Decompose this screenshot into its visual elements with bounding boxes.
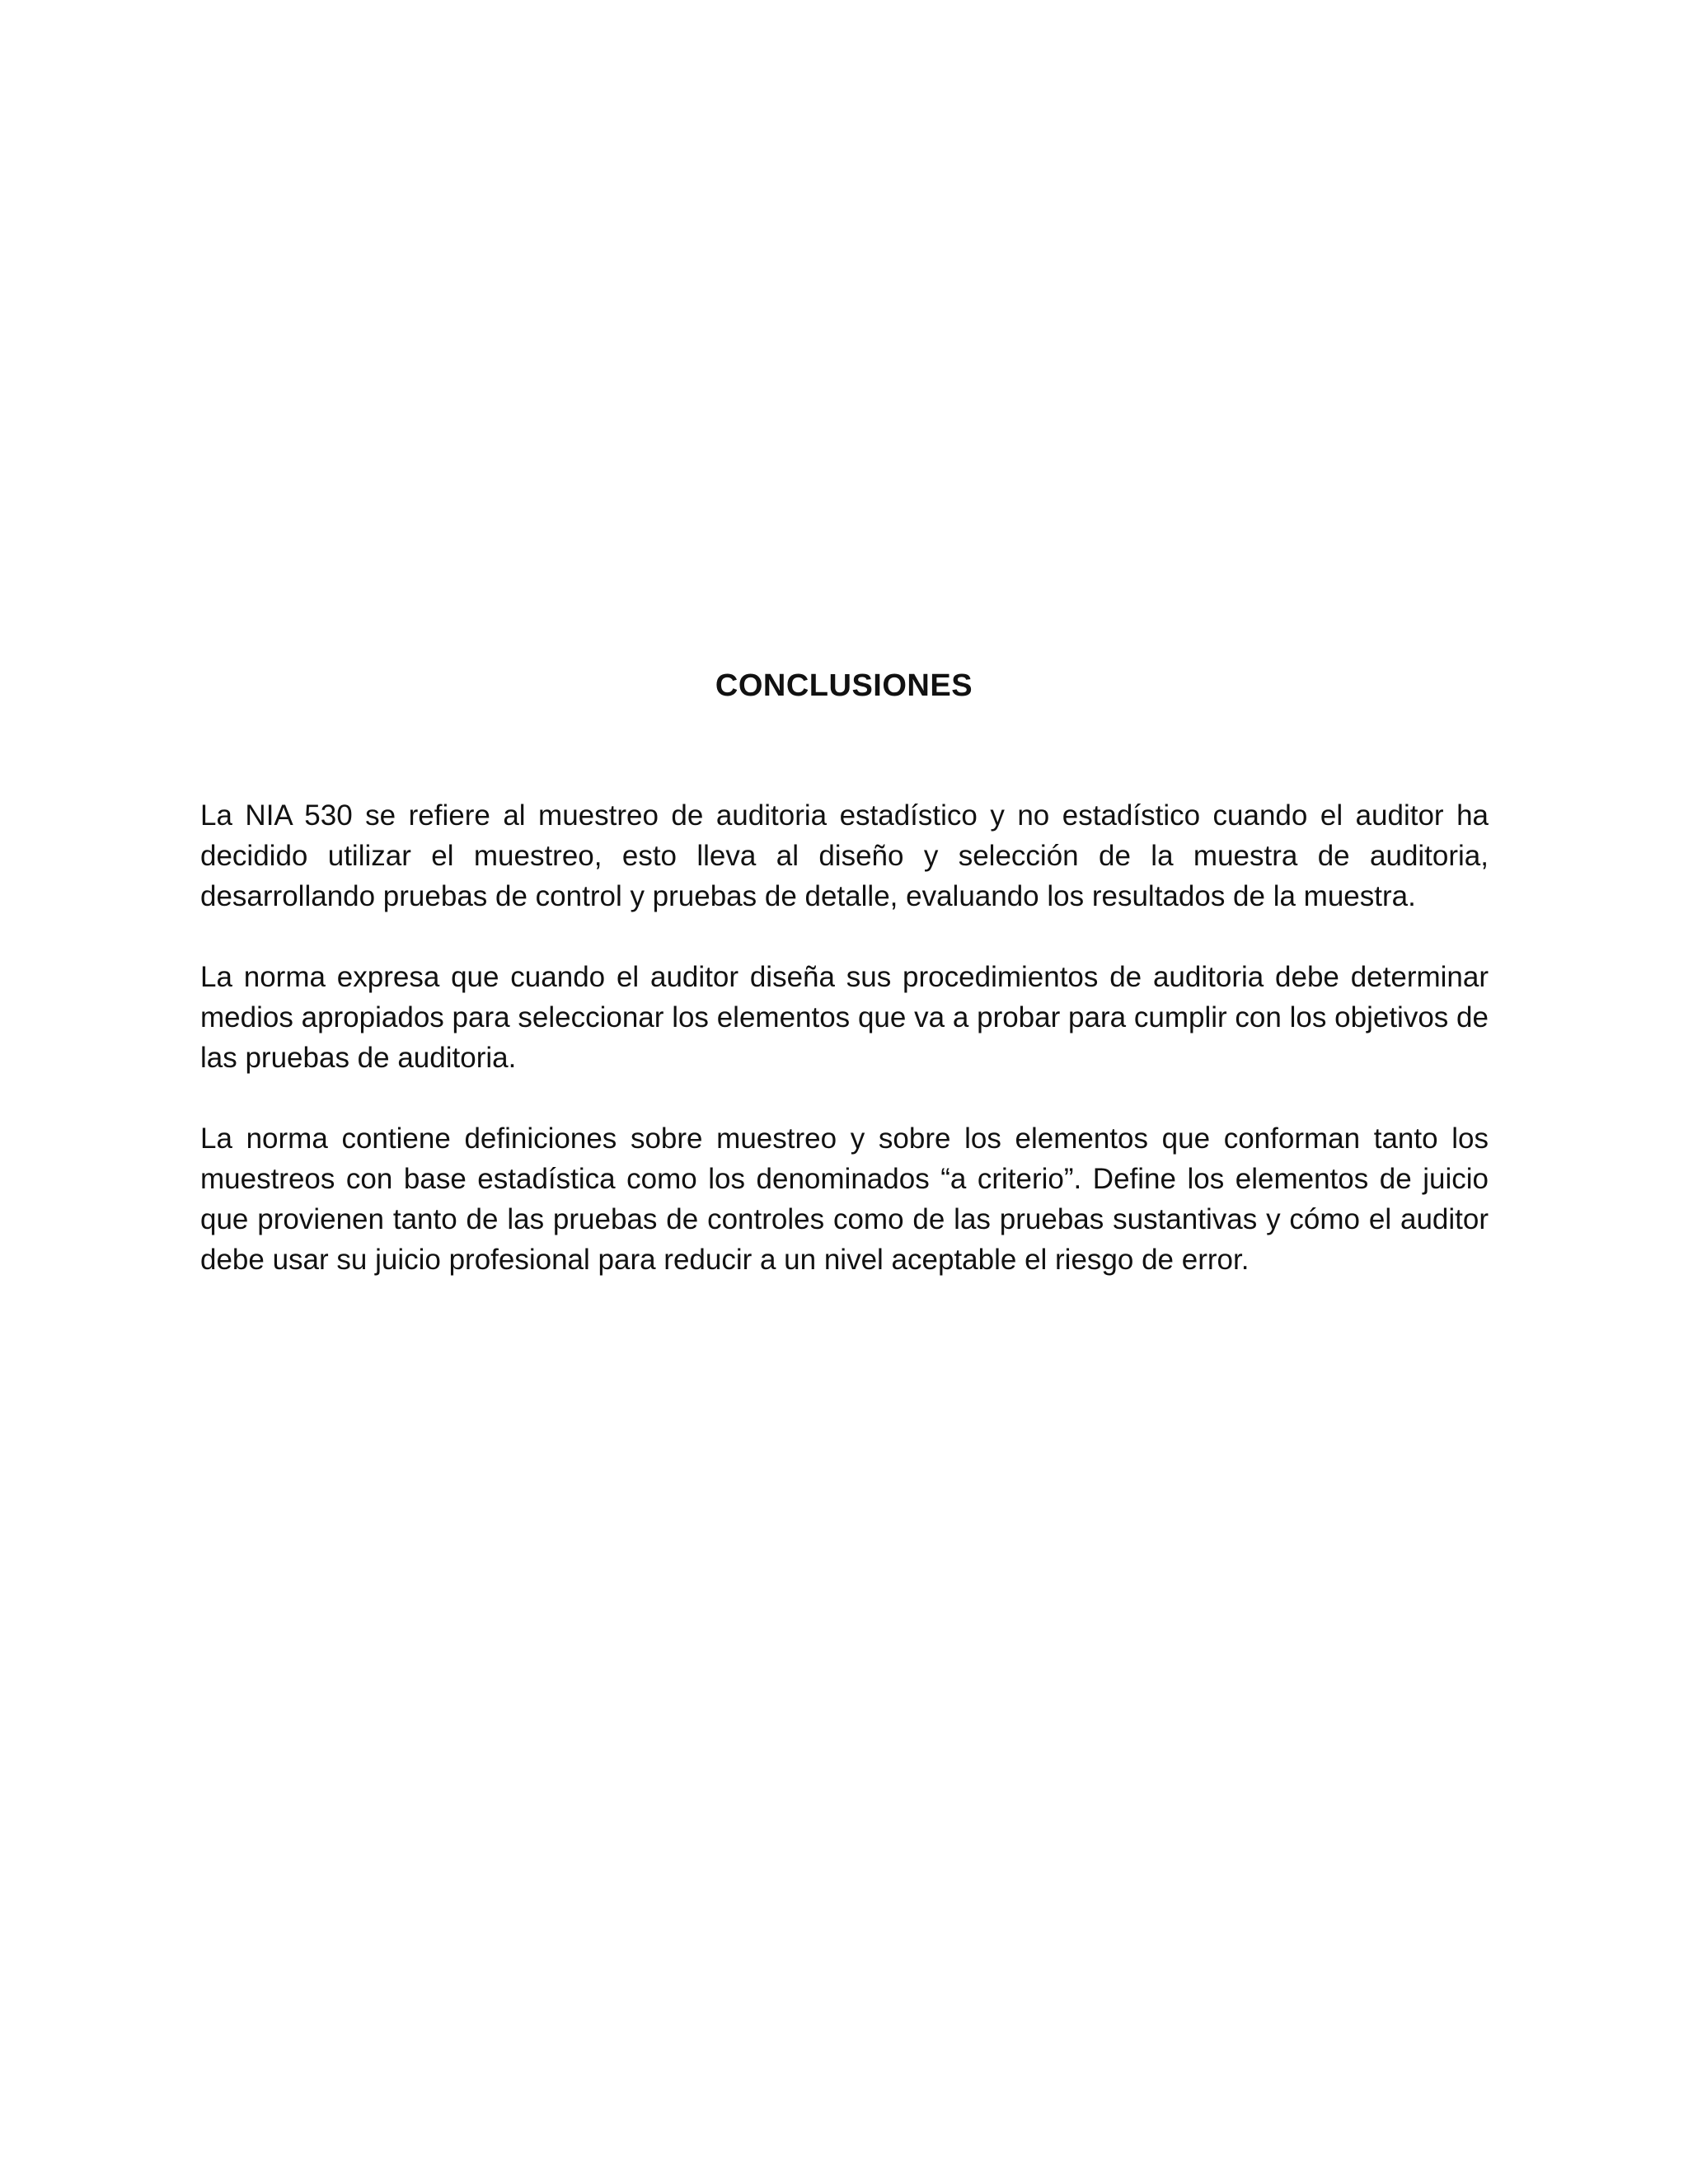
paragraph-2: La norma expresa que cuando el auditor diseña sus procedimientos de auditoria debe determinar medios apropiados para seleccionar los elementos que va a probar para cumplir con los objetivos de las pruebas de auditoria. xyxy=(200,961,1489,1074)
paragraph-3: La norma contiene definiciones sobre muestreo y sobre los elementos que conforman tanto los muestreos con base estadística como los denominados “a criterio”. Define los elementos de juicio que provienen tanto de las pruebas de controles como de las pruebas sustantivas y cómo el auditor debe usar su juicio profesional para reducir a un nivel aceptable el riesgo de error. xyxy=(200,1122,1489,1276)
paragraph-1: La NIA 530 se refiere al muestreo de auditoria estadístico y no estadístico cuando el auditor ha decidido utilizar el muestreo, esto lleva al diseño y selección de la muestra de auditoria, desarrollando pruebas de control y pruebas de detalle, evaluando los resultados de la muestra. xyxy=(200,799,1489,912)
page-title: CONCLUSIONES xyxy=(715,668,973,703)
document-body xyxy=(200,795,1489,1320)
